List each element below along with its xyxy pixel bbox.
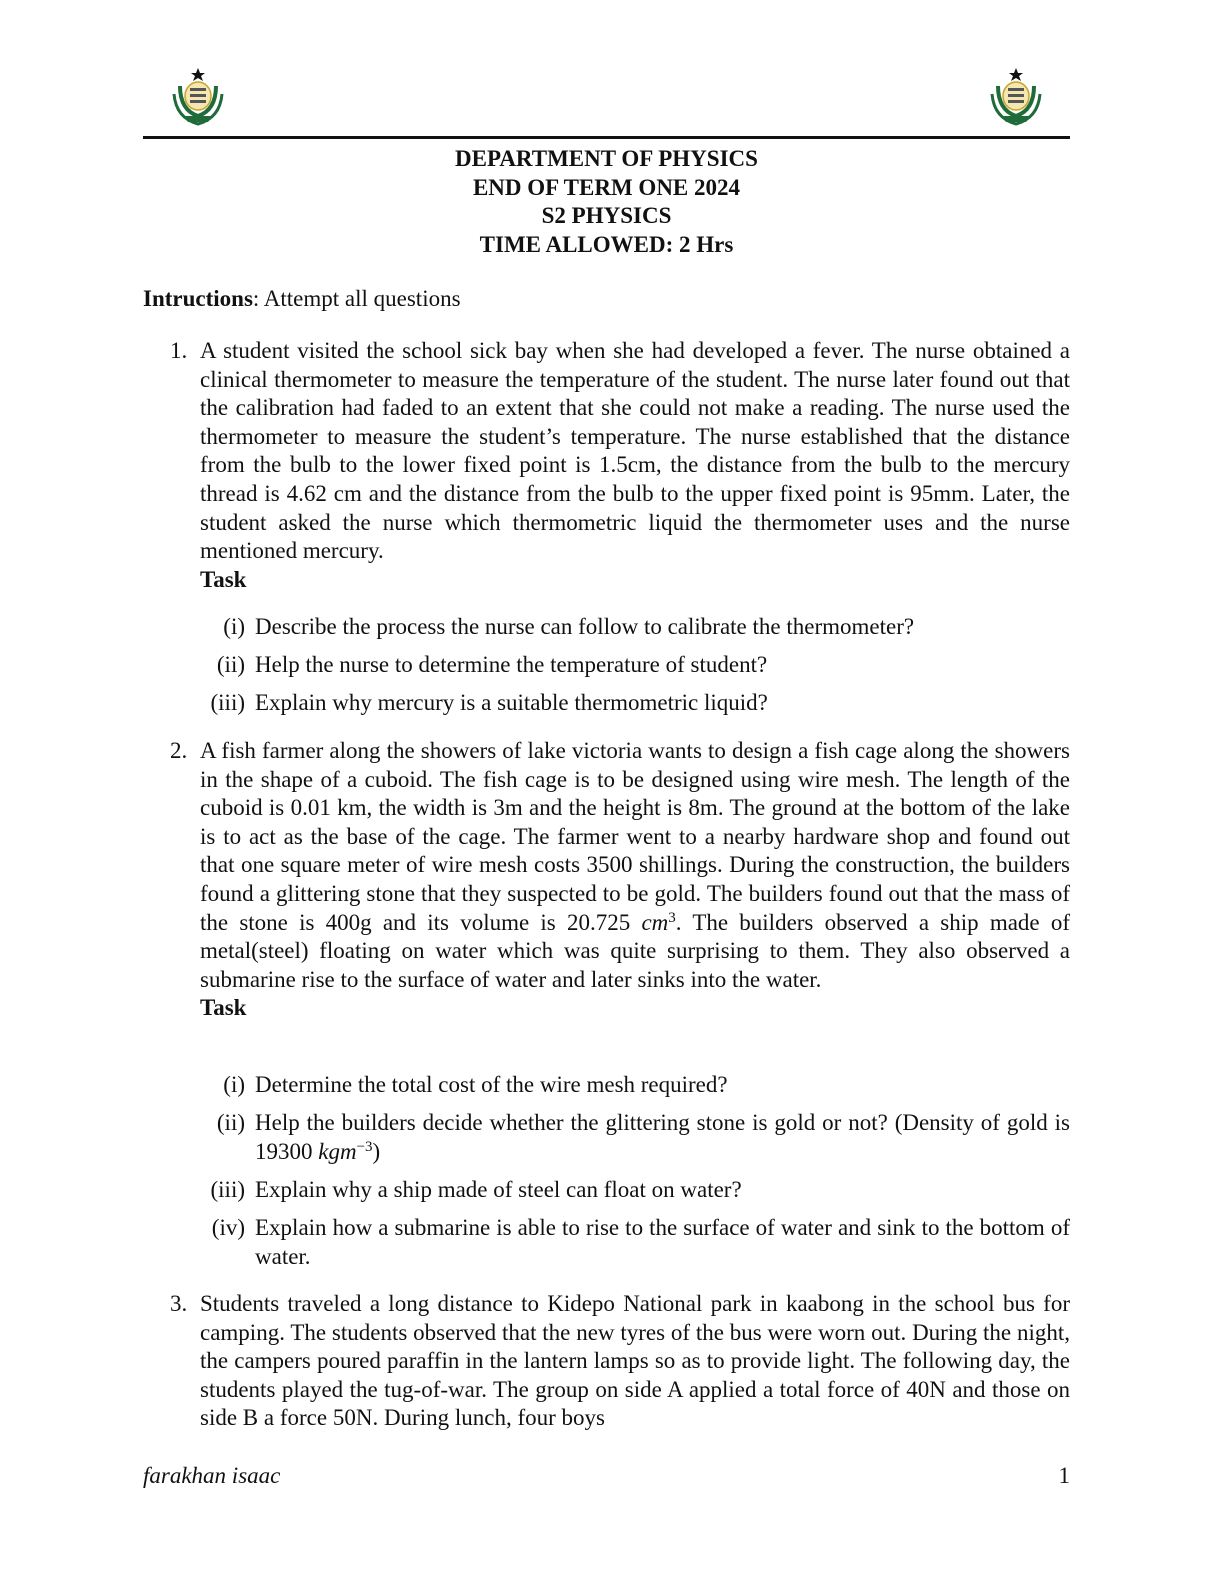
sub-text: Determine the total cost of the wire mesh required?: [255, 1072, 728, 1097]
question-2: [170, 737, 1070, 1023]
sub-number: (ii): [216, 1110, 245, 1135]
question-1-sub-ii: [216, 651, 1070, 680]
task-label: Task: [200, 995, 247, 1021]
sub-text: [255, 1110, 1070, 1164]
question-number: 1.: [170, 338, 188, 363]
math-exponent: 3: [668, 909, 676, 926]
question-text: [200, 737, 1070, 994]
question-2-sub-i: [223, 1071, 1070, 1100]
task-label: Task: [200, 566, 247, 592]
instructions-text: : Attempt all questions: [252, 286, 461, 311]
exam-header: [143, 145, 1070, 259]
sub-number: (i): [223, 614, 245, 639]
sub-number: (iii): [210, 1177, 245, 1202]
sub-number: (iv): [211, 1215, 245, 1240]
school-crest-left-icon: [170, 66, 226, 128]
question-number: 2.: [170, 738, 188, 763]
question-1-sub-i: [223, 613, 1070, 642]
question-1: [170, 337, 1070, 594]
sub-number: (ii): [216, 652, 245, 677]
question-number: 3.: [170, 1291, 188, 1316]
header-term: END OF TERM ONE 2024: [472, 174, 741, 200]
sub-text: Explain why a ship made of steel can float on water?: [255, 1177, 742, 1202]
question-text: Students traveled a long distance to Kidepo National park in kaabong in the school bus for camping. The students observed that the new tyres of the bus were worn out. During the night, the campers poured paraffin in the lantern lamps so as to provide light. The following day, the students played the tug-of-war. The group on side A applied a total force of 40N and those on side B a force 50N. During lunch, four boys: [200, 1291, 1070, 1431]
math-exponent: −3: [356, 1138, 373, 1155]
question-text-part: . The builders observed a ship made of metal(steel) floating on water which was quite surprising to them. They also observed a submarine rise to the surface of water and later sinks into the water.: [200, 909, 1070, 992]
question-text-part: A fish farmer along the showers of lake victoria wants to design a fish cage along the showers in the shape of a cuboid. The fish cage is to be designed using wire mesh. The length of the cuboid is 0.01 km, the width is 3m and the height is 8m. The ground at the bottom of the lake is to act as the base of the cage. The farmer went to a nearby hardware shop and found out that one square meter of wire mesh costs 3500 shillings. During the construction, the builders found a glittering stone that they suspected to be gold. The builders found out that the mass of the stone is 400g and its volume is 20.725: [200, 738, 1070, 935]
sub-text: Explain why mercury is a suitable thermometric liquid?: [255, 690, 768, 715]
sub-text: Help the nurse to determine the temperature of student?: [255, 652, 768, 677]
sub-number: (iii): [210, 690, 245, 715]
header-time: TIME ALLOWED: 2 Hrs: [479, 231, 734, 257]
footer-author: farakhan isaac: [143, 1463, 281, 1488]
school-crest-right-icon: [988, 66, 1044, 128]
instructions-label: Intructions: [143, 286, 253, 311]
question-2-sub-ii: [216, 1109, 1070, 1166]
header-department: DEPARTMENT OF PHYSICS: [455, 146, 758, 171]
question-2-sub-iv: [211, 1214, 1070, 1271]
math-unit: kgm: [318, 1138, 357, 1164]
question-1-sub-iii: [210, 689, 1070, 718]
instructions: [143, 285, 1070, 314]
sub-text: Describe the process the nurse can follow to calibrate the thermometer?: [255, 614, 915, 639]
question-text: A student visited the school sick bay when she had developed a fever. The nurse obtained a clinical thermometer to measure the temperature of the student. The nurse later found out that the calibration had faded to an extent that she could not make a reading. The nurse used the thermometer to measure the student’s temperature. The nurse established that the distance from the bulb to the lower fixed point is 1.5cm, the distance from the bulb to the mercury thread is 4.62 cm and the distance from the bulb to the upper fixed point is 95mm. Later, the student asked the nurse which thermometric liquid the thermometer uses and the nurse mentioned mercury.: [200, 338, 1070, 564]
question-2-sub-iii: [210, 1176, 1070, 1205]
question-3: [170, 1290, 1070, 1433]
sub-text-part: Help the builders decide whether the glittering stone is gold or not? (Density of gold is 19300: [255, 1110, 1070, 1164]
header-rule: [143, 136, 1070, 139]
math-unit: cm: [641, 909, 669, 935]
sub-text-part: ): [372, 1138, 381, 1164]
sub-text: Explain how a submarine is able to rise to the surface of water and sink to the bottom of water.: [255, 1215, 1070, 1269]
footer-page-number: 1: [1058, 1463, 1070, 1488]
sub-number: (i): [223, 1072, 245, 1097]
header-subject: S2 PHYSICS: [541, 203, 672, 229]
